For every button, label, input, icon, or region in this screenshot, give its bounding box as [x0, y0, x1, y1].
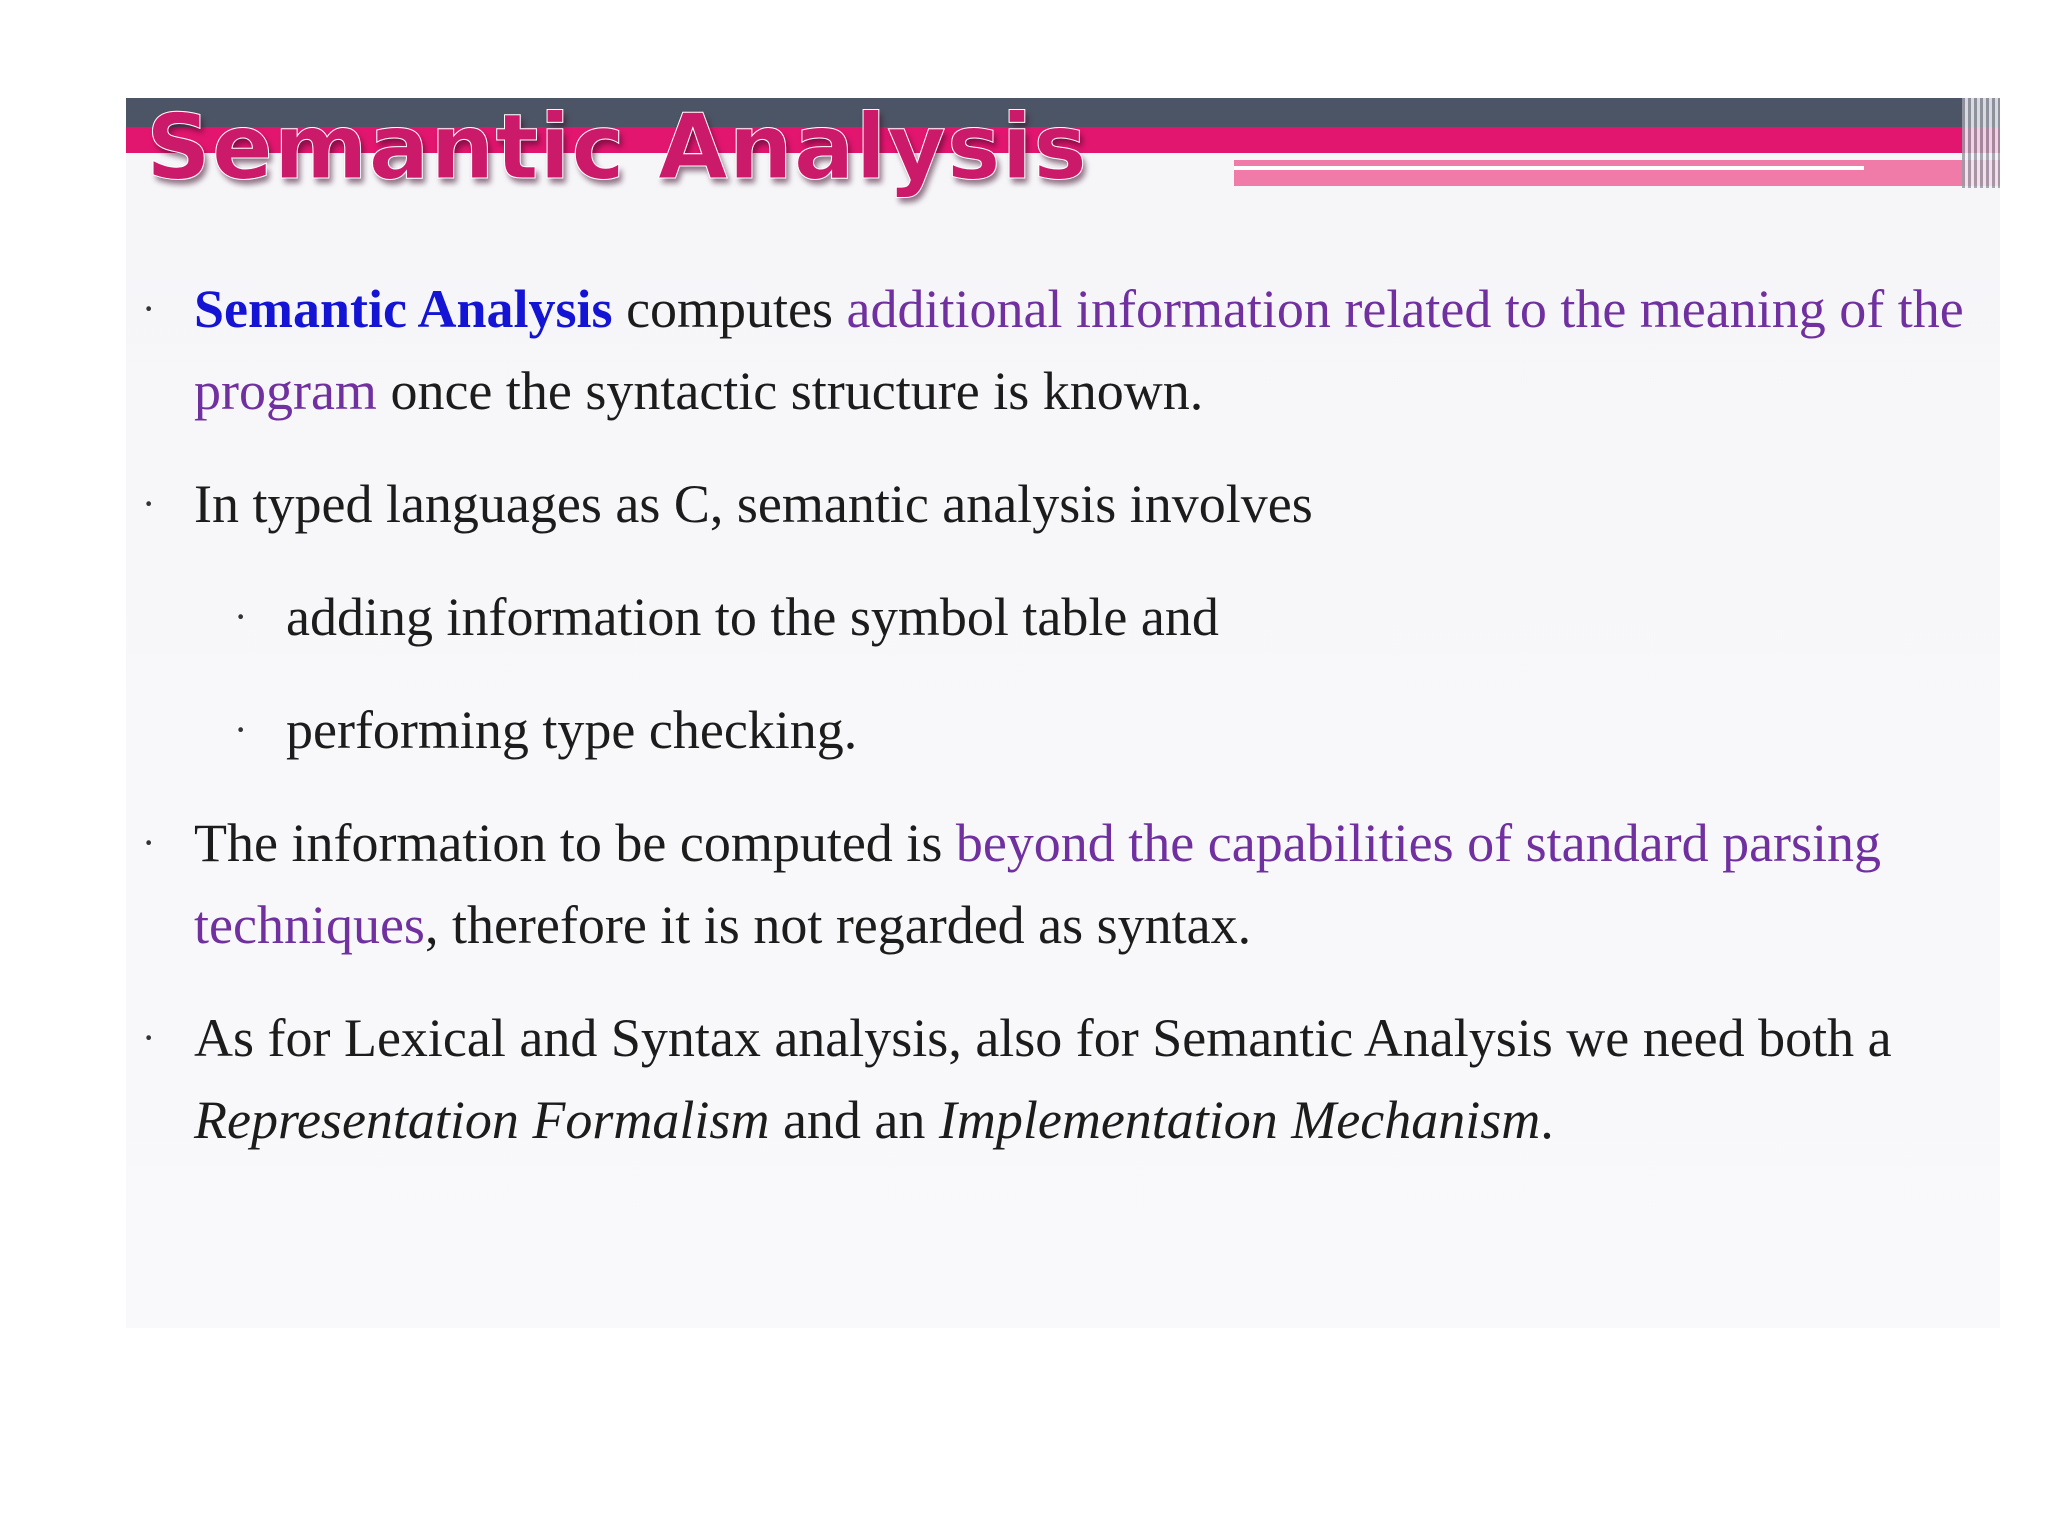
bullet-4-term-representation: Representation Formalism	[194, 1090, 770, 1150]
bullet-1-highlight: additional information related to the meaning of the program	[194, 279, 1964, 421]
header-stripe-decoration	[1962, 98, 2000, 188]
sub-bullet-2-text: performing type checking.	[286, 700, 858, 760]
bullet-4-text: As for Lexical and Syntax analysis, also for Semantic Analysis we need both a	[194, 1008, 1892, 1068]
header-line-accent	[1234, 166, 1864, 170]
bullet-dot-icon: ·	[142, 820, 156, 865]
bullet-item-2	[140, 463, 2000, 545]
sub-bullet-item-1	[140, 576, 2000, 658]
bullet-dot-icon: ·	[142, 1015, 156, 1060]
header-bar-pink-light	[1234, 160, 2000, 186]
bullet-dot-icon: ·	[234, 707, 248, 752]
bullet-3-text: The information to be computed is	[194, 813, 956, 873]
bullet-item-4	[140, 997, 2000, 1161]
bullet-dot-icon: ·	[142, 481, 156, 526]
bullet-dot-icon: ·	[142, 286, 156, 331]
bullet-3-text-end: , therefore it is not regarded as syntax.	[424, 895, 1252, 955]
slide-content	[140, 268, 2000, 1161]
bullet-4-text-mid: and an	[769, 1090, 939, 1150]
bullet-3-highlight: beyond the capabilities of standard parsing techniques	[194, 813, 1882, 955]
bullet-dot-icon: ·	[234, 594, 248, 639]
bullet-4-text-end: .	[1540, 1090, 1554, 1150]
bullet-item-3	[140, 802, 2000, 966]
bullet-2-text: In typed languages as C, semantic analysis involves	[194, 474, 1313, 534]
slide-title: Semantic Analysis	[146, 95, 1088, 200]
bullet-1-term: Semantic Analysis	[194, 279, 613, 339]
bullet-4-term-implementation: Implementation Mechanism	[938, 1090, 1541, 1150]
sub-bullet-1-text: adding information to the symbol table and	[286, 587, 1219, 647]
sub-bullet-item-2	[140, 689, 2000, 771]
bullet-1-text: computes	[612, 279, 847, 339]
bullet-item-1	[140, 268, 2000, 432]
bullet-1-text-end: once the syntactic structure is known.	[376, 361, 1204, 421]
